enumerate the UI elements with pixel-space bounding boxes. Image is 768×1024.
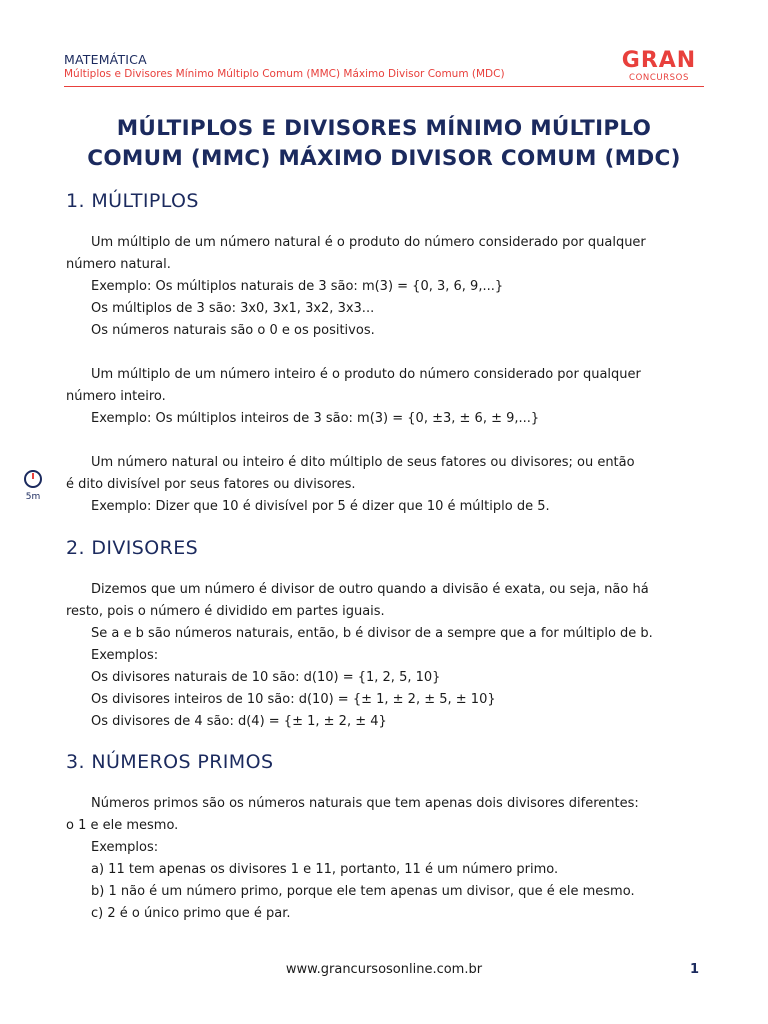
paragraph-line: número inteiro. — [66, 389, 166, 404]
paragraph-line: Os divisores de 4 são: d(4) = {± 1, ± 2, ± 4} — [91, 714, 387, 729]
subject-label: MATEMÁTICA — [64, 52, 147, 67]
section-heading-divisores: 2. DIVISORES — [66, 537, 199, 559]
section-heading-multiplos: 1. MÚLTIPLOS — [66, 190, 199, 212]
timer-label: 5m — [25, 492, 41, 502]
paragraph-line: Se a e b são números naturais, então, b é divisor de a sempre que a for múltiplo de b. — [91, 626, 653, 641]
paragraph-line: Exemplo: Os múltiplos inteiros de 3 são: m(3) = {0, ±3, ± 6, ± 9,...} — [91, 411, 540, 426]
paragraph-line: Números primos são os números naturais que tem apenas dois divisores diferentes: — [91, 796, 639, 811]
footer-url[interactable]: www.grancursosonline.com.br — [285, 962, 483, 977]
paragraph-line: Exemplos: — [91, 648, 159, 663]
title-line-2: COMUM (MMC) MÁXIMO DIVISOR COMUM (MDC) — [87, 146, 681, 171]
paragraph-line: Os divisores naturais de 10 são: d(10) = {1, 2, 5, 10} — [91, 670, 441, 685]
section-heading-numeros-primos: 3. NÚMEROS PRIMOS — [66, 751, 274, 773]
paragraph-line: resto, pois o número é dividido em partes iguais. — [66, 604, 385, 619]
paragraph-line: Os números naturais são o 0 e os positivos. — [91, 323, 375, 338]
paragraph-line: é dito divisível por seus fatores ou divisores. — [66, 477, 356, 492]
paragraph-line: Exemplos: — [91, 840, 159, 855]
paragraph-line: número natural. — [66, 257, 171, 272]
paragraph-line: Um múltiplo de um número inteiro é o produto do número considerado por qualquer — [91, 367, 641, 382]
clock-icon — [24, 470, 42, 488]
timer-marker — [22, 470, 44, 502]
paragraph-line: o 1 e ele mesmo. — [66, 818, 179, 833]
page-title — [64, 114, 704, 174]
subtitle-label: Múltiplos e Divisores Mínimo Múltiplo Comum (MMC) Máximo Divisor Comum (MDC) — [64, 68, 505, 80]
paragraph-line: b) 1 não é um número primo, porque ele tem apenas um divisor, que é ele mesmo. — [91, 884, 635, 899]
paragraph-line: Exemplo: Dizer que 10 é divisível por 5 é dizer que 10 é múltiplo de 5. — [91, 499, 550, 514]
logo-sub-text: CONCURSOS — [629, 73, 689, 83]
page-header — [64, 50, 704, 87]
paragraph-line: Os divisores inteiros de 10 são: d(10) = {± 1, ± 2, ± 5, ± 10} — [91, 692, 496, 707]
title-line-1: MÚLTIPLOS E DIVISORES MÍNIMO MÚLTIPLO — [116, 116, 652, 141]
paragraph-line: Exemplo: Os múltiplos naturais de 3 são: m(3) = {0, 3, 6, 9,...} — [91, 279, 504, 294]
paragraph-line: c) 2 é o único primo que é par. — [91, 906, 291, 921]
paragraph-line: Um múltiplo de um número natural é o produto do número considerado por qualquer — [91, 235, 646, 250]
gran-logo — [618, 50, 700, 83]
page-number: 1 — [690, 962, 700, 977]
paragraph-line: Dizemos que um número é divisor de outro quando a divisão é exata, ou seja, não há — [91, 582, 649, 597]
paragraph-line: Os múltiplos de 3 são: 3x0, 3x1, 3x2, 3x3... — [91, 301, 375, 316]
paragraph-line: a) 11 tem apenas os divisores 1 e 11, portanto, 11 é um número primo. — [91, 862, 559, 877]
paragraph-line: Um número natural ou inteiro é dito múltiplo de seus fatores ou divisores; ou então — [91, 455, 635, 470]
logo-main-text: GRAN — [621, 48, 697, 73]
